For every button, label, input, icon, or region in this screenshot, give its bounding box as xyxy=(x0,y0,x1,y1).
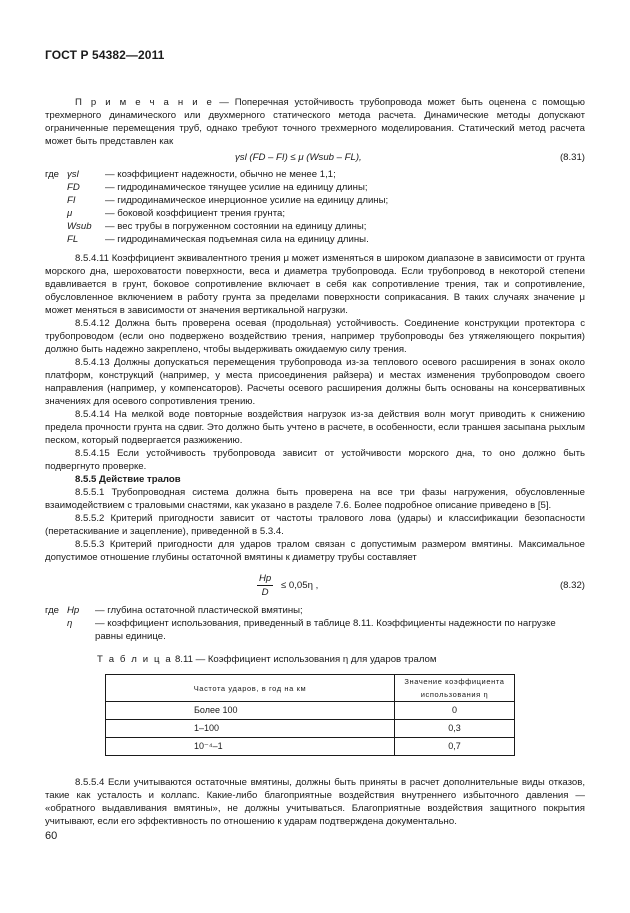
definition-row xyxy=(45,220,585,233)
note-text: — Поперечная устойчивость трубопровода может быть оценена с помощью трехмерного динамического или двухмерного статического метода расчета. Динамические методы допускают ограниченные перемещения труб, однако требуют точного трехмерного моделирования. Статический метод расчета может быть представлен как xyxy=(45,97,585,147)
paragraph-8-5-5-4: 8.5.5.4 Если учитываются остаточные вмятины, должны быть приняты в расчет дополнительные виды отказов, такие как усталость и коллапс. Какие-либо благоприятные воздействия внутреннего избыточного давления — «обратного выдавливания вмятины», не должны учитываться. Благоприятные воздействия защитного покрытия учитывают, если его эффективность по отношению к ударам подтверждена документально. xyxy=(45,777,585,827)
paragraph-8-5-5-2: 8.5.5.2 Критерий пригодности зависит от частоты тралового лова (удары) и классификации безопасности (перетаскивание и зацепление), приведенной в 5.3.4. xyxy=(45,513,585,537)
fraction-denominator: D xyxy=(261,587,269,598)
page-number: 60 xyxy=(45,830,58,842)
table-header-cell: Частота ударов, в год на км xyxy=(106,675,395,702)
paragraph-8-5-4-14: 8.5.4.14 На мелкой воде повторные воздействия нагрузок из-за действия волн могут приводить к снижению предела прочности грунта на сдвиг. Это должно быть учтено в расчете, в особенности, если траншея засыпана рыхлым песком, который подвергается разжижению. xyxy=(45,409,585,446)
definition-symbol: μ xyxy=(67,208,73,219)
definition-row xyxy=(45,181,585,194)
table-header-cell: Значение коэффициента использования η xyxy=(395,675,515,702)
table-row xyxy=(106,720,515,738)
definition-row xyxy=(45,207,585,220)
formula-expression: ≤ 0,05η , xyxy=(281,580,319,591)
definition-text: — гидродинамическое тянущее усилие на единицу длины; xyxy=(105,182,368,193)
definition-row xyxy=(45,168,585,181)
table-caption-label: Т а б л и ц а xyxy=(97,654,173,665)
table-row xyxy=(106,738,515,756)
fraction xyxy=(257,572,273,599)
paragraph-8-5-4-15: 8.5.4.15 Если устойчивость трубопровода зависит от устойчивости морского дна, то оно должно быть подвергнуто проверке. xyxy=(45,448,585,472)
table-row xyxy=(106,702,515,720)
definition-symbol: γsl xyxy=(67,169,79,180)
where-label: где xyxy=(45,169,60,180)
definitions-8-32 xyxy=(45,604,585,643)
table-cell: 1–100 xyxy=(106,720,395,738)
definition-text: — коэффициент использования, приведенный в таблице 8.11. Коэффициенты надежности по нагрузке равны единице. xyxy=(95,618,556,642)
definition-row xyxy=(45,604,585,617)
definitions-8-31 xyxy=(45,168,585,246)
paragraph-8-5-5-1: 8.5.5.1 Трубопроводная система должна быть проверена на все три фазы нагружения, обусловленные взаимодействием с траловыми снастями, как указано в разделе 7.6. Более подробное описание приведено в [5]. xyxy=(45,487,585,511)
formula-number: (8.31) xyxy=(559,152,585,163)
definition-symbol: FD xyxy=(67,182,80,193)
definition-text: — гидродинамическое инерционное усилие на единицу длины; xyxy=(105,195,389,206)
section-heading: 8.5.5 Действие тралов xyxy=(75,474,181,485)
document-header: ГОСТ Р 54382—2011 xyxy=(45,48,165,62)
definition-symbol: FL xyxy=(67,234,79,245)
page-content xyxy=(45,96,585,828)
definition-symbol: Wsub xyxy=(67,221,92,232)
table-cell: 0,7 xyxy=(395,738,515,756)
paragraph-8-5-4-13: 8.5.4.13 Должны допускаться перемещения трубопровода из-за теплового осевого расширения в зонах около платформ, конструкций (например, у места присоединения райзера) и местах изменения трубопроводом своего направления (например, у компенсаторов). Расчеты осевого расширения должны быть основаны на консервативных значениях для осевого сопротивления трению. xyxy=(45,357,585,407)
definition-text: — боковой коэффициент трения грунта; xyxy=(105,208,285,219)
where-label: где xyxy=(45,605,60,616)
definition-symbol: η xyxy=(67,618,73,629)
fraction-numerator: Hp xyxy=(259,573,272,584)
table-cell: 0 xyxy=(395,702,515,720)
formula-8-32 xyxy=(45,570,585,604)
paragraph-8-5-4-11: 8.5.4.11 Коэффициент эквивалентного трения μ может изменяться в широком диапазоне в зависимости от грунта морского дна, шероховатости поверхности, веса и диаметра трубопровода. Если трубопровод в некоторой степени вдавливается в грунт, боковое сопротивление включает в себя как сопротивление трения, так и сопротивление, обусловленное включением в работу грунта за пределами поверхности соприкасания. В таких случаях значение μ может меняться в зависимости от значения вертикальной нагрузки. xyxy=(45,253,585,316)
table-caption xyxy=(45,653,585,666)
paragraph-8-5-5-3: 8.5.5.3 Критерий пригодности для ударов тралом связан с допустимым размером вмятины. Максимальное допустимое отношение глубины остаточной вмятины к диаметру трубы составляет xyxy=(45,539,585,563)
table-header-row xyxy=(106,675,515,702)
table-cell: Более 100 xyxy=(106,702,395,720)
table-8-11 xyxy=(105,674,515,756)
definition-text: — вес трубы в погруженном состоянии на единицу длины; xyxy=(105,221,367,232)
formula-number: (8.32) xyxy=(559,580,585,591)
table-caption-text: 8.11 — Коэффициент использования η для ударов тралом xyxy=(172,654,437,665)
definition-row xyxy=(45,233,585,246)
note-label: П р и м е ч а н и е xyxy=(75,97,214,108)
definition-row xyxy=(45,617,585,643)
definition-symbol: Hp xyxy=(67,605,80,616)
definition-text: — коэффициент надежности, обычно не менее 1,1; xyxy=(105,169,336,180)
formula-8-31 xyxy=(45,148,585,168)
table-cell: 10⁻⁴–1 xyxy=(106,738,395,756)
definition-text: — гидродинамическая подъемная сила на единицу длины. xyxy=(105,234,369,245)
note-paragraph xyxy=(45,96,585,148)
table-cell: 0,3 xyxy=(395,720,515,738)
formula-expression: γsl (FD – FI) ≤ μ (Wsub – FL), xyxy=(235,152,362,163)
definition-symbol: FI xyxy=(67,195,76,206)
definition-row xyxy=(45,194,585,207)
definition-text: — глубина остаточной пластической вмятины; xyxy=(95,605,303,616)
paragraph-8-5-4-12: 8.5.4.12 Должна быть проверена осевая (продольная) устойчивость. Соединение конструкции протектора с трубопроводом (если оно подвержено воздействию трения, например трубопроводы без утяжеляющего покрытия) должно быть надежно закреплено, чтобы выдерживать ожидаемую силу трения. xyxy=(45,318,585,355)
